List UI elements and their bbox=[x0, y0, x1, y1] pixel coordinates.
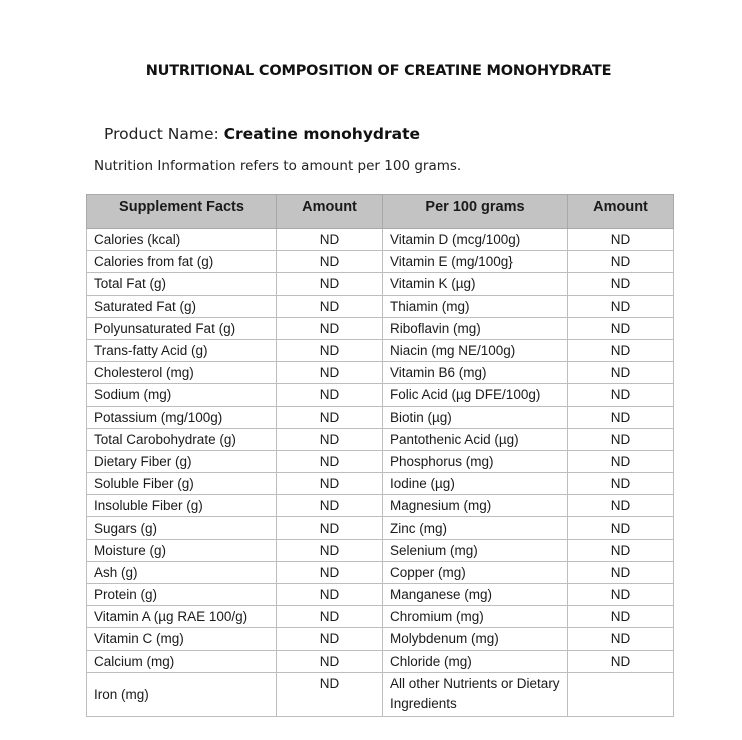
nutrient-amount-cell: ND bbox=[568, 495, 674, 517]
nutrient-name-cell: Calories from fat (g) bbox=[87, 251, 277, 273]
nutrient-name-cell: Vitamin C (mg) bbox=[87, 628, 277, 650]
nutrient-name-cell: Molybdenum (mg) bbox=[383, 628, 568, 650]
nutrient-amount-cell: ND bbox=[568, 251, 674, 273]
table-row bbox=[87, 406, 674, 428]
nutrient-amount-cell: ND bbox=[568, 561, 674, 583]
nutrient-amount-cell: ND bbox=[277, 672, 383, 716]
header-per-100-grams: Per 100 grams bbox=[383, 195, 568, 229]
nutrient-amount-cell: ND bbox=[277, 362, 383, 384]
nutrient-amount-cell: ND bbox=[277, 384, 383, 406]
nutrient-name-cell: Copper (mg) bbox=[383, 561, 568, 583]
nutrient-amount-cell: ND bbox=[277, 539, 383, 561]
table-body bbox=[87, 229, 674, 717]
nutrient-name-cell: Potassium (mg/100g) bbox=[87, 406, 277, 428]
table-row bbox=[87, 517, 674, 539]
nutrient-amount-cell: ND bbox=[568, 384, 674, 406]
nutrient-amount-cell: ND bbox=[568, 517, 674, 539]
nutrient-name-cell: Zinc (mg) bbox=[383, 517, 568, 539]
nutrient-name-cell: Sodium (mg) bbox=[87, 384, 277, 406]
nutrient-amount-cell: ND bbox=[277, 229, 383, 251]
nutrient-name-cell: Vitamin K (µg) bbox=[383, 273, 568, 295]
nutrient-amount-cell: ND bbox=[568, 273, 674, 295]
nutrient-name-cell: Dietary Fiber (g) bbox=[87, 450, 277, 472]
nutrient-amount-cell: ND bbox=[568, 650, 674, 672]
table-row bbox=[87, 362, 674, 384]
nutrient-amount-cell: ND bbox=[277, 273, 383, 295]
nutrient-name-cell: Moisture (g) bbox=[87, 539, 277, 561]
nutrient-amount-cell bbox=[568, 672, 674, 716]
nutrient-name-cell: All other Nutrients or Dietary Ingredients bbox=[383, 672, 568, 716]
nutrient-name-cell: Ash (g) bbox=[87, 561, 277, 583]
nutrient-name-cell: Iron (mg) bbox=[87, 672, 277, 716]
nutrient-name-cell: Total Fat (g) bbox=[87, 273, 277, 295]
nutrient-name-cell: Trans-fatty Acid (g) bbox=[87, 339, 277, 361]
nutrient-amount-cell: ND bbox=[277, 295, 383, 317]
nutrient-name-cell: Selenium (mg) bbox=[383, 539, 568, 561]
nutrient-amount-cell: ND bbox=[277, 561, 383, 583]
header-amount-right: Amount bbox=[568, 195, 674, 229]
header-supplement-facts: Supplement Facts bbox=[87, 195, 277, 229]
nutrient-name-cell: Biotin (µg) bbox=[383, 406, 568, 428]
nutrient-amount-cell: ND bbox=[568, 473, 674, 495]
nutrient-name-cell: Saturated Fat (g) bbox=[87, 295, 277, 317]
nutrient-amount-cell: ND bbox=[568, 406, 674, 428]
nutrient-name-cell: Calories (kcal) bbox=[87, 229, 277, 251]
nutrient-amount-cell: ND bbox=[568, 606, 674, 628]
product-name-label: Product Name: bbox=[104, 125, 224, 143]
table-row bbox=[87, 428, 674, 450]
nutrient-amount-cell: ND bbox=[568, 295, 674, 317]
nutrient-name-cell: Chromium (mg) bbox=[383, 606, 568, 628]
nutrient-amount-cell: ND bbox=[277, 406, 383, 428]
nutrient-amount-cell: ND bbox=[568, 339, 674, 361]
nutrient-amount-cell: ND bbox=[277, 317, 383, 339]
nutrient-name-cell: Protein (g) bbox=[87, 584, 277, 606]
nutrient-name-cell: Magnesium (mg) bbox=[383, 495, 568, 517]
nutrient-name-cell: Cholesterol (mg) bbox=[87, 362, 277, 384]
table-row bbox=[87, 450, 674, 472]
nutrient-amount-cell: ND bbox=[568, 428, 674, 450]
document-title: NUTRITIONAL COMPOSITION OF CREATINE MONOHYDRATE bbox=[145, 63, 612, 79]
nutrient-name-cell: Pantothenic Acid (µg) bbox=[383, 428, 568, 450]
nutrient-name-cell: Polyunsaturated Fat (g) bbox=[87, 317, 277, 339]
nutrition-table bbox=[86, 194, 674, 717]
nutrient-amount-cell: ND bbox=[568, 539, 674, 561]
nutrient-name-cell: Vitamin A (µg RAE 100/g) bbox=[87, 606, 277, 628]
header-amount-left: Amount bbox=[277, 195, 383, 229]
nutrient-amount-cell: ND bbox=[277, 628, 383, 650]
nutrient-amount-cell: ND bbox=[568, 584, 674, 606]
table-row bbox=[87, 628, 674, 650]
table-row bbox=[87, 229, 674, 251]
nutrient-amount-cell: ND bbox=[277, 450, 383, 472]
nutrient-amount-cell: ND bbox=[277, 517, 383, 539]
table-row bbox=[87, 495, 674, 517]
nutrient-name-cell: Thiamin (mg) bbox=[383, 295, 568, 317]
nutrient-name-cell: Insoluble Fiber (g) bbox=[87, 495, 277, 517]
nutrient-name-cell: Chloride (mg) bbox=[383, 650, 568, 672]
nutrient-name-cell: Vitamin E (mg/100g} bbox=[383, 251, 568, 273]
nutrient-name-cell: Vitamin D (mcg/100g) bbox=[383, 229, 568, 251]
nutrition-info-note: Nutrition Information refers to amount per 100 grams. bbox=[94, 158, 462, 174]
nutrient-name-cell: Folic Acid (µg DFE/100g) bbox=[383, 384, 568, 406]
nutrient-name-cell: Total Carobohydrate (g) bbox=[87, 428, 277, 450]
table-row bbox=[87, 584, 674, 606]
nutrient-amount-cell: ND bbox=[568, 317, 674, 339]
nutrient-amount-cell: ND bbox=[277, 606, 383, 628]
nutrient-name-cell: Niacin (mg NE/100g) bbox=[383, 339, 568, 361]
table-row bbox=[87, 317, 674, 339]
table-row bbox=[87, 295, 674, 317]
nutrient-amount-cell: ND bbox=[568, 628, 674, 650]
nutrient-amount-cell: ND bbox=[277, 650, 383, 672]
nutrient-name-cell: Calcium (mg) bbox=[87, 650, 277, 672]
nutrient-name-cell: Iodine (µg) bbox=[383, 473, 568, 495]
table-row bbox=[87, 606, 674, 628]
nutrient-amount-cell: ND bbox=[277, 339, 383, 361]
nutrient-name-cell: Riboflavin (mg) bbox=[383, 317, 568, 339]
nutrient-amount-cell: ND bbox=[277, 251, 383, 273]
table-row bbox=[87, 473, 674, 495]
table-header-row bbox=[87, 195, 674, 229]
nutrient-amount-cell: ND bbox=[568, 229, 674, 251]
nutrient-amount-cell: ND bbox=[277, 495, 383, 517]
product-name-value: Creatine monohydrate bbox=[223, 125, 421, 143]
table-row bbox=[87, 273, 674, 295]
nutrient-name-cell: Vitamin B6 (mg) bbox=[383, 362, 568, 384]
table-row bbox=[87, 384, 674, 406]
product-name-line bbox=[104, 125, 420, 143]
nutrient-amount-cell: ND bbox=[277, 473, 383, 495]
table-row bbox=[87, 672, 674, 716]
nutrient-name-cell: Sugars (g) bbox=[87, 517, 277, 539]
table-row bbox=[87, 251, 674, 273]
nutrient-amount-cell: ND bbox=[568, 362, 674, 384]
nutrient-name-cell: Manganese (mg) bbox=[383, 584, 568, 606]
table-row bbox=[87, 539, 674, 561]
nutrient-name-cell: Phosphorus (mg) bbox=[383, 450, 568, 472]
table-row bbox=[87, 339, 674, 361]
nutrient-name-cell: Soluble Fiber (g) bbox=[87, 473, 277, 495]
nutrient-amount-cell: ND bbox=[568, 450, 674, 472]
nutrient-amount-cell: ND bbox=[277, 584, 383, 606]
table-row bbox=[87, 561, 674, 583]
nutrient-amount-cell: ND bbox=[277, 428, 383, 450]
table-row bbox=[87, 650, 674, 672]
